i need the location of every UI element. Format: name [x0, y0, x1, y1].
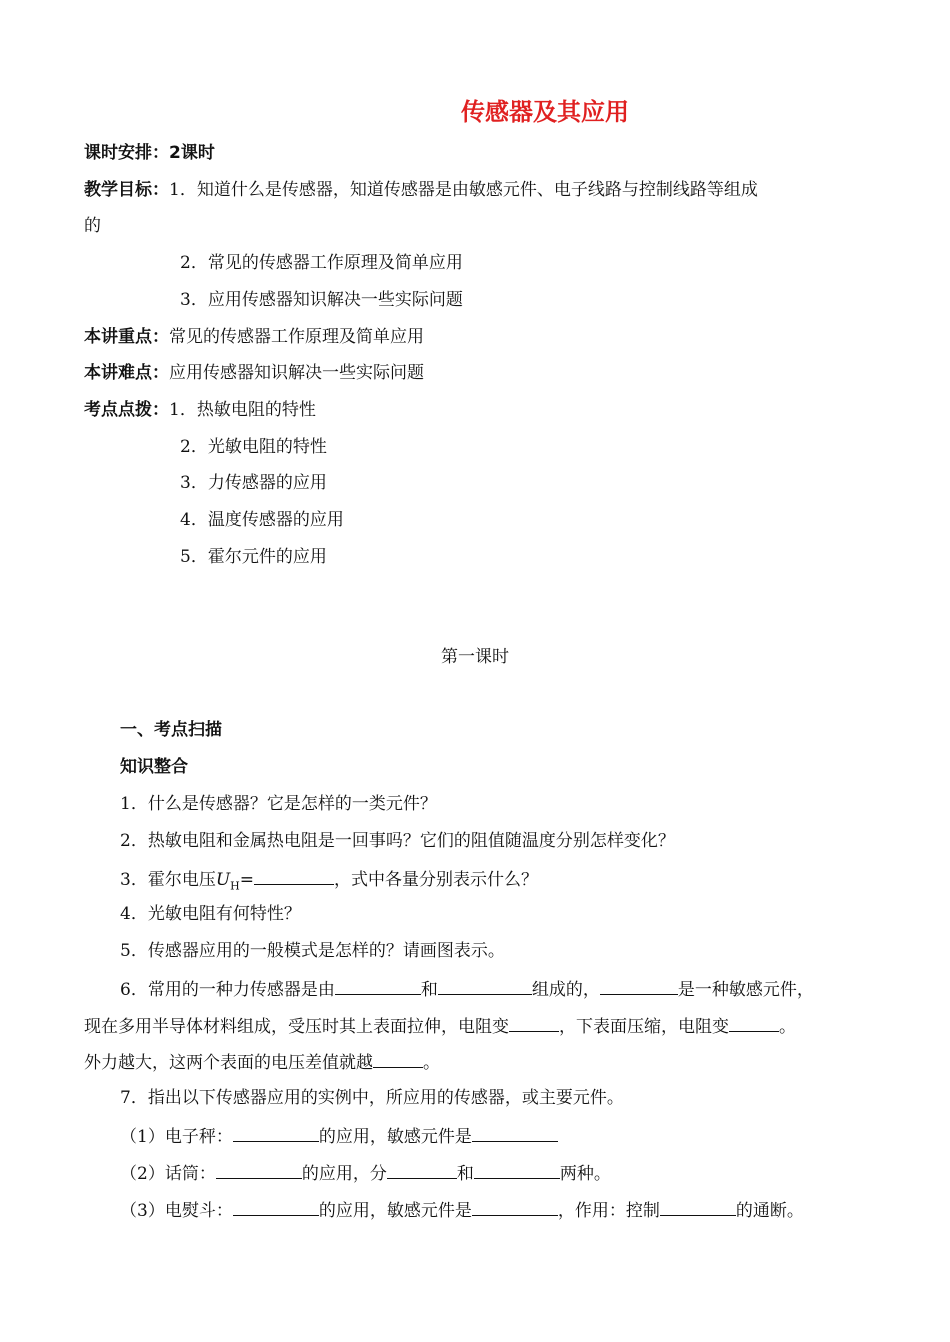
question-7-item-1 [120, 1124, 558, 1148]
goals-line-2 [84, 215, 101, 237]
question-7: 7．指出以下传感器应用的实例中，所应用的传感器，或主要元件。 [120, 1088, 624, 1108]
question-6-text: 6．常用的一种力传感器是由 [120, 980, 335, 1000]
question-6-line-1 [120, 977, 814, 1001]
answer-blank[interactable] [438, 977, 532, 995]
goal-item: 3．应用传感器知识解决一些实际问题 [180, 290, 463, 310]
question-7-text: 的应用，敏感元件是 [318, 1201, 472, 1221]
goals-label: 教学目标： [84, 180, 169, 200]
schedule-value: 2课时 [169, 143, 215, 163]
answer-blank[interactable] [373, 1050, 423, 1068]
question-6-text: 组成的， [531, 980, 600, 1000]
goal-item-continuation: 的 [84, 216, 101, 236]
hall-voltage-symbol: U [215, 870, 231, 890]
answer-blank[interactable] [472, 1124, 558, 1142]
answer-blank[interactable] [233, 1124, 319, 1142]
question-6-text: 现在多用半导体材料组成，受压时其上表面拉伸，电阻变 [84, 1017, 509, 1037]
question-7-text: 的应用，分 [301, 1164, 387, 1184]
answer-blank[interactable] [600, 977, 678, 995]
difficulty-value: 应用传感器知识解决一些实际问题 [169, 363, 424, 383]
question-7-item-3 [120, 1198, 804, 1222]
question-7-text: （1）电子秤： [120, 1127, 233, 1147]
question-3-text: ，式中各量分别表示什么？ [334, 870, 538, 890]
goal-item: 2．常见的传感器工作原理及简单应用 [180, 253, 463, 273]
goal-item: 1．知道什么是传感器，知道传感器是由敏感元件、电子线路与控制线路等组成 [169, 180, 758, 200]
answer-blank[interactable] [216, 1161, 302, 1179]
section-subheading: 知识整合 [120, 757, 188, 777]
question-6-text: 。 [779, 1017, 796, 1037]
question-7-text: 的通断。 [735, 1201, 804, 1221]
question-7-text: （2）话筒： [120, 1164, 216, 1184]
question-2: 2．热敏电阻和金属热电阻是一回事吗？它们的阻值随温度分别怎样变化？ [120, 831, 675, 851]
question-1: 1．什么是传感器？它是怎样的一类元件？ [120, 794, 437, 814]
exam-point-item: 5．霍尔元件的应用 [180, 547, 327, 567]
question-6-text: 是一种敏感元件， [677, 980, 814, 1000]
key-point-label: 本讲重点： [84, 327, 169, 347]
question-6-line-3 [84, 1050, 440, 1074]
schedule-label: 课时安排： [84, 143, 169, 163]
exam-point-item: 3．力传感器的应用 [180, 473, 327, 493]
question-6-text: 和 [420, 980, 438, 1000]
question-7-text: 的应用，敏感元件是 [318, 1127, 472, 1147]
question-5: 5．传感器应用的一般模式是怎样的？请画图表示。 [120, 941, 505, 961]
exam-points-label: 考点点拨： [84, 400, 169, 420]
schedule-line [84, 142, 215, 164]
question-3 [120, 867, 538, 897]
question-7-text: 和 [456, 1164, 474, 1184]
exam-points-line-1 [84, 399, 316, 421]
answer-blank[interactable] [474, 1161, 560, 1179]
goals-line-1 [84, 179, 758, 201]
answer-blank[interactable] [660, 1198, 736, 1216]
hall-voltage-subscript: H [230, 879, 240, 893]
answer-blank[interactable] [729, 1014, 779, 1032]
question-6-text: 外力越大，这两个表面的电压差值就越 [84, 1053, 373, 1073]
question-7-text: （3）电熨斗： [120, 1201, 233, 1221]
question-4: 4．光敏电阻有何特性？ [120, 904, 301, 924]
equals-sign: = [239, 870, 254, 890]
key-point-line [84, 326, 424, 348]
document-title: 传感器及其应用 [461, 98, 629, 126]
section-heading: 一、考点扫描 [120, 720, 222, 740]
answer-blank[interactable] [335, 977, 421, 995]
exam-point-item: 4．温度传感器的应用 [180, 510, 344, 530]
exam-point-item: 1．热敏电阻的特性 [169, 400, 316, 420]
answer-blank[interactable] [254, 867, 334, 885]
key-point-value: 常见的传感器工作原理及简单应用 [169, 327, 424, 347]
exam-point-item: 2．光敏电阻的特性 [180, 437, 327, 457]
difficulty-line [84, 362, 424, 384]
question-7-item-2 [120, 1161, 611, 1185]
lesson-heading: 第一课时 [441, 647, 509, 667]
answer-blank[interactable] [472, 1198, 558, 1216]
answer-blank[interactable] [233, 1198, 319, 1216]
question-6-text: 。 [423, 1053, 440, 1073]
answer-blank[interactable] [509, 1014, 559, 1032]
question-6-text: ，下表面压缩，电阻变 [559, 1017, 729, 1037]
question-3-text: 3．霍尔电压 [120, 870, 216, 890]
difficulty-label: 本讲难点： [84, 363, 169, 383]
answer-blank[interactable] [387, 1161, 457, 1179]
question-7-text: ，作用：控制 [557, 1201, 660, 1221]
question-6-line-2 [84, 1014, 796, 1038]
question-7-text: 两种。 [559, 1164, 611, 1184]
